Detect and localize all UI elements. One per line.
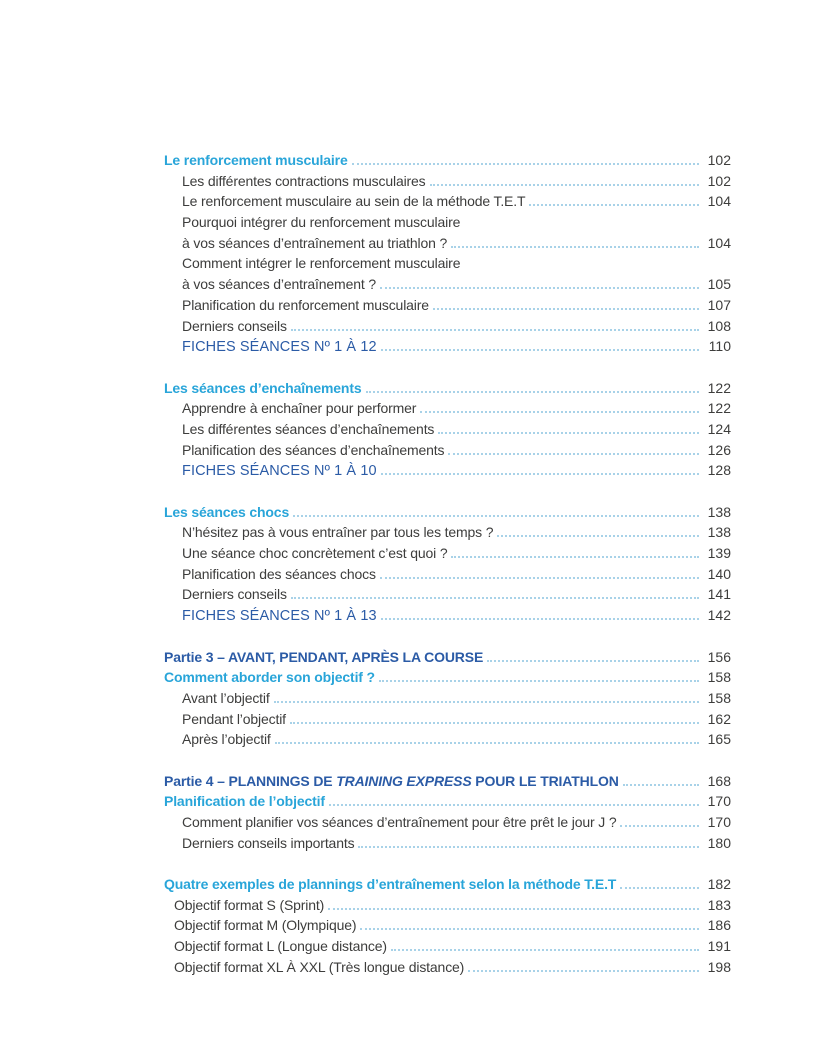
dot-leader	[451, 556, 699, 558]
dot-leader	[329, 804, 699, 806]
toc-entry-page: 165	[707, 731, 731, 748]
toc-entry-label: Objectif format XL À XXL (Très longue distance)	[174, 958, 465, 975]
toc-row	[164, 915, 731, 936]
toc-entry-page: 162	[707, 710, 731, 727]
toc-row	[164, 150, 731, 171]
toc-row	[164, 812, 731, 833]
toc-entry-page: 158	[707, 689, 731, 706]
toc-entry-label: Comment planifier vos séances d’entraînement pour être prêt le jour J ?	[182, 814, 617, 830]
toc-entry-label: Partie 3 – AVANT, PENDANT, APRÈS LA COURSE	[164, 648, 484, 665]
toc-entry-label: Derniers conseils	[182, 317, 287, 334]
toc-row	[164, 378, 731, 399]
toc-row	[164, 171, 731, 192]
toc-entry-label: Planification des séances chocs	[182, 565, 376, 582]
toc-row	[164, 771, 731, 792]
toc-entry-label-part: Partie 4 – PLANNINGS DE	[164, 772, 337, 789]
toc-entry-label: Les différentes séances d’enchaînements	[182, 420, 435, 437]
toc-entry-page: 128	[707, 462, 731, 479]
dot-leader	[290, 722, 699, 724]
dot-leader	[448, 453, 699, 455]
toc-entry-label: Objectif format M (Olympique)	[174, 917, 357, 934]
toc-entry-label: FICHES SÉANCES Nº 1 À 13	[182, 608, 377, 625]
toc-entry-page: 102	[707, 152, 731, 168]
dot-leader	[291, 329, 699, 331]
dot-leader	[274, 701, 699, 703]
toc-entry-label: Les séances d’enchaînements	[164, 379, 362, 396]
toc-entry-label: Le renforcement musculaire au sein de la méthode T.E.T	[182, 193, 526, 210]
toc-entry-page: 182	[707, 876, 731, 893]
dot-leader	[620, 825, 699, 827]
toc-entry-page: 138	[707, 503, 731, 520]
toc-entry-label-part: POUR LE TRIATHLON	[471, 772, 619, 789]
dot-leader	[487, 660, 699, 662]
toc-entry-label: Le renforcement musculaire	[164, 152, 348, 168]
toc-entry-page: 170	[707, 814, 731, 830]
dot-leader	[352, 163, 699, 165]
toc-row	[164, 274, 731, 295]
toc-entry-page: 141	[707, 586, 731, 603]
toc-row	[164, 936, 731, 957]
toc-entry-label: Pourquoi intégrer du renforcement musculaire	[182, 214, 461, 231]
dot-leader	[293, 515, 699, 517]
toc-entry-label: Comment intégrer le renforcement musculaire	[182, 255, 461, 272]
toc-row	[164, 316, 731, 337]
toc-row	[164, 647, 731, 668]
toc-row	[164, 584, 731, 605]
toc-entry-label: Comment aborder son objectif ?	[164, 669, 375, 686]
toc-entry-label: Quatre exemples de plannings d’entraînement selon la méthode T.E.T	[164, 876, 617, 893]
toc-row	[164, 833, 731, 854]
dot-leader	[381, 349, 699, 351]
dot-leader	[430, 184, 699, 186]
toc-entry-label	[164, 771, 619, 792]
dot-leader	[381, 618, 699, 620]
dot-leader	[360, 928, 699, 930]
toc-entry-label: Pendant l’objectif	[182, 710, 286, 727]
table-of-contents	[164, 150, 731, 978]
toc-row	[164, 709, 731, 730]
toc-section	[164, 874, 731, 977]
toc-entry-page: 122	[707, 400, 731, 417]
dot-leader	[275, 742, 699, 744]
dot-leader	[358, 846, 699, 848]
dot-leader	[380, 577, 699, 579]
toc-section	[164, 502, 731, 626]
toc-entry-label-italic-part: TRAINING EXPRESS	[336, 772, 472, 789]
toc-entry-page: 138	[707, 524, 731, 541]
dot-leader	[529, 204, 699, 206]
dot-leader	[623, 784, 699, 786]
toc-row	[164, 874, 731, 895]
toc-entry-label: à vos séances d’entraînement ?	[182, 276, 376, 293]
toc-entry-page: 105	[707, 276, 731, 293]
dot-leader	[497, 535, 699, 537]
toc-entry-page: 104	[707, 234, 731, 251]
toc-entry-page: 158	[707, 669, 731, 686]
toc-row	[164, 564, 731, 585]
toc-entry-page: 102	[707, 172, 731, 189]
toc-entry-page: 183	[707, 896, 731, 913]
toc-entry-page: 107	[707, 296, 731, 313]
dot-leader	[468, 970, 699, 972]
toc-entry-label: Une séance choc concrètement c’est quoi ?	[182, 545, 448, 562]
toc-row	[164, 460, 731, 481]
toc-entry-label: Les séances chocs	[164, 503, 290, 520]
dot-leader	[451, 246, 699, 248]
toc-entry-label: Objectif format L (Longue distance)	[174, 938, 387, 955]
dot-leader	[328, 908, 699, 910]
toc-entry-page: 110	[708, 338, 731, 355]
toc-entry-label: Planification de l’objectif	[164, 793, 325, 810]
toc-entry-page: 170	[707, 793, 731, 810]
toc-entry-page: 186	[707, 917, 731, 934]
dot-leader	[381, 473, 699, 475]
toc-row	[164, 233, 731, 254]
toc-entry-label: FICHES SÉANCES Nº 1 À 10	[182, 463, 377, 480]
toc-row	[164, 605, 731, 626]
toc-entry-label: Apprendre à enchaîner pour performer	[182, 400, 417, 417]
toc-entry-page: 180	[707, 834, 731, 851]
dot-leader	[379, 680, 699, 682]
toc-entry-page: 156	[707, 648, 731, 665]
toc-entry-label: FICHES SÉANCES Nº 1 À 12	[182, 339, 377, 356]
toc-row	[164, 688, 731, 709]
toc-row	[164, 336, 731, 357]
toc-row	[164, 543, 731, 564]
toc-entry-page: 142	[707, 607, 731, 624]
toc-section	[164, 771, 731, 854]
toc-entry-page: 140	[707, 565, 731, 582]
toc-row	[164, 253, 731, 274]
toc-row	[164, 398, 731, 419]
toc-section	[164, 150, 731, 357]
toc-row	[164, 419, 731, 440]
dot-leader	[420, 411, 699, 413]
toc-row	[164, 729, 731, 750]
toc-row	[164, 522, 731, 543]
toc-entry-label: Planification des séances d’enchaînements	[182, 441, 445, 458]
toc-entry-label: Planification du renforcement musculaire	[182, 296, 429, 313]
toc-section	[164, 647, 731, 750]
dot-leader	[380, 287, 699, 289]
dot-leader	[438, 432, 699, 434]
toc-row	[164, 191, 731, 212]
toc-row	[164, 502, 731, 523]
toc-entry-label: Derniers conseils	[182, 586, 287, 603]
dot-leader	[366, 391, 700, 393]
toc-entry-page: 124	[707, 420, 731, 437]
toc-entry-page: 198	[707, 958, 731, 975]
toc-row	[164, 212, 731, 233]
dot-leader	[391, 949, 699, 951]
toc-entry-label: Derniers conseils importants	[182, 834, 355, 851]
toc-row	[164, 667, 731, 688]
toc-entry-page: 122	[707, 379, 731, 396]
toc-row	[164, 440, 731, 461]
toc-row	[164, 791, 731, 812]
toc-entry-page: 126	[707, 441, 731, 458]
dot-leader	[433, 308, 699, 310]
toc-row	[164, 895, 731, 916]
toc-entry-label: Les différentes contractions musculaires	[182, 172, 426, 189]
toc-section	[164, 378, 731, 481]
toc-entry-label: Objectif format S (Sprint)	[174, 896, 325, 913]
toc-entry-page: 108	[707, 317, 731, 334]
toc-entry-page: 191	[707, 938, 731, 955]
toc-entry-page: 168	[707, 772, 731, 789]
toc-entry-label: Après l’objectif	[182, 731, 271, 748]
toc-row	[164, 957, 731, 978]
toc-entry-label: à vos séances d’entraînement au triathlon ?	[182, 234, 448, 251]
toc-row	[164, 295, 731, 316]
toc-entry-label: N’hésitez pas à vous entraîner par tous les temps ?	[182, 524, 494, 541]
toc-entry-label: Avant l’objectif	[182, 689, 270, 706]
toc-entry-page: 104	[707, 193, 731, 210]
dot-leader	[291, 597, 699, 599]
dot-leader	[620, 887, 699, 889]
toc-entry-page: 139	[707, 545, 731, 562]
